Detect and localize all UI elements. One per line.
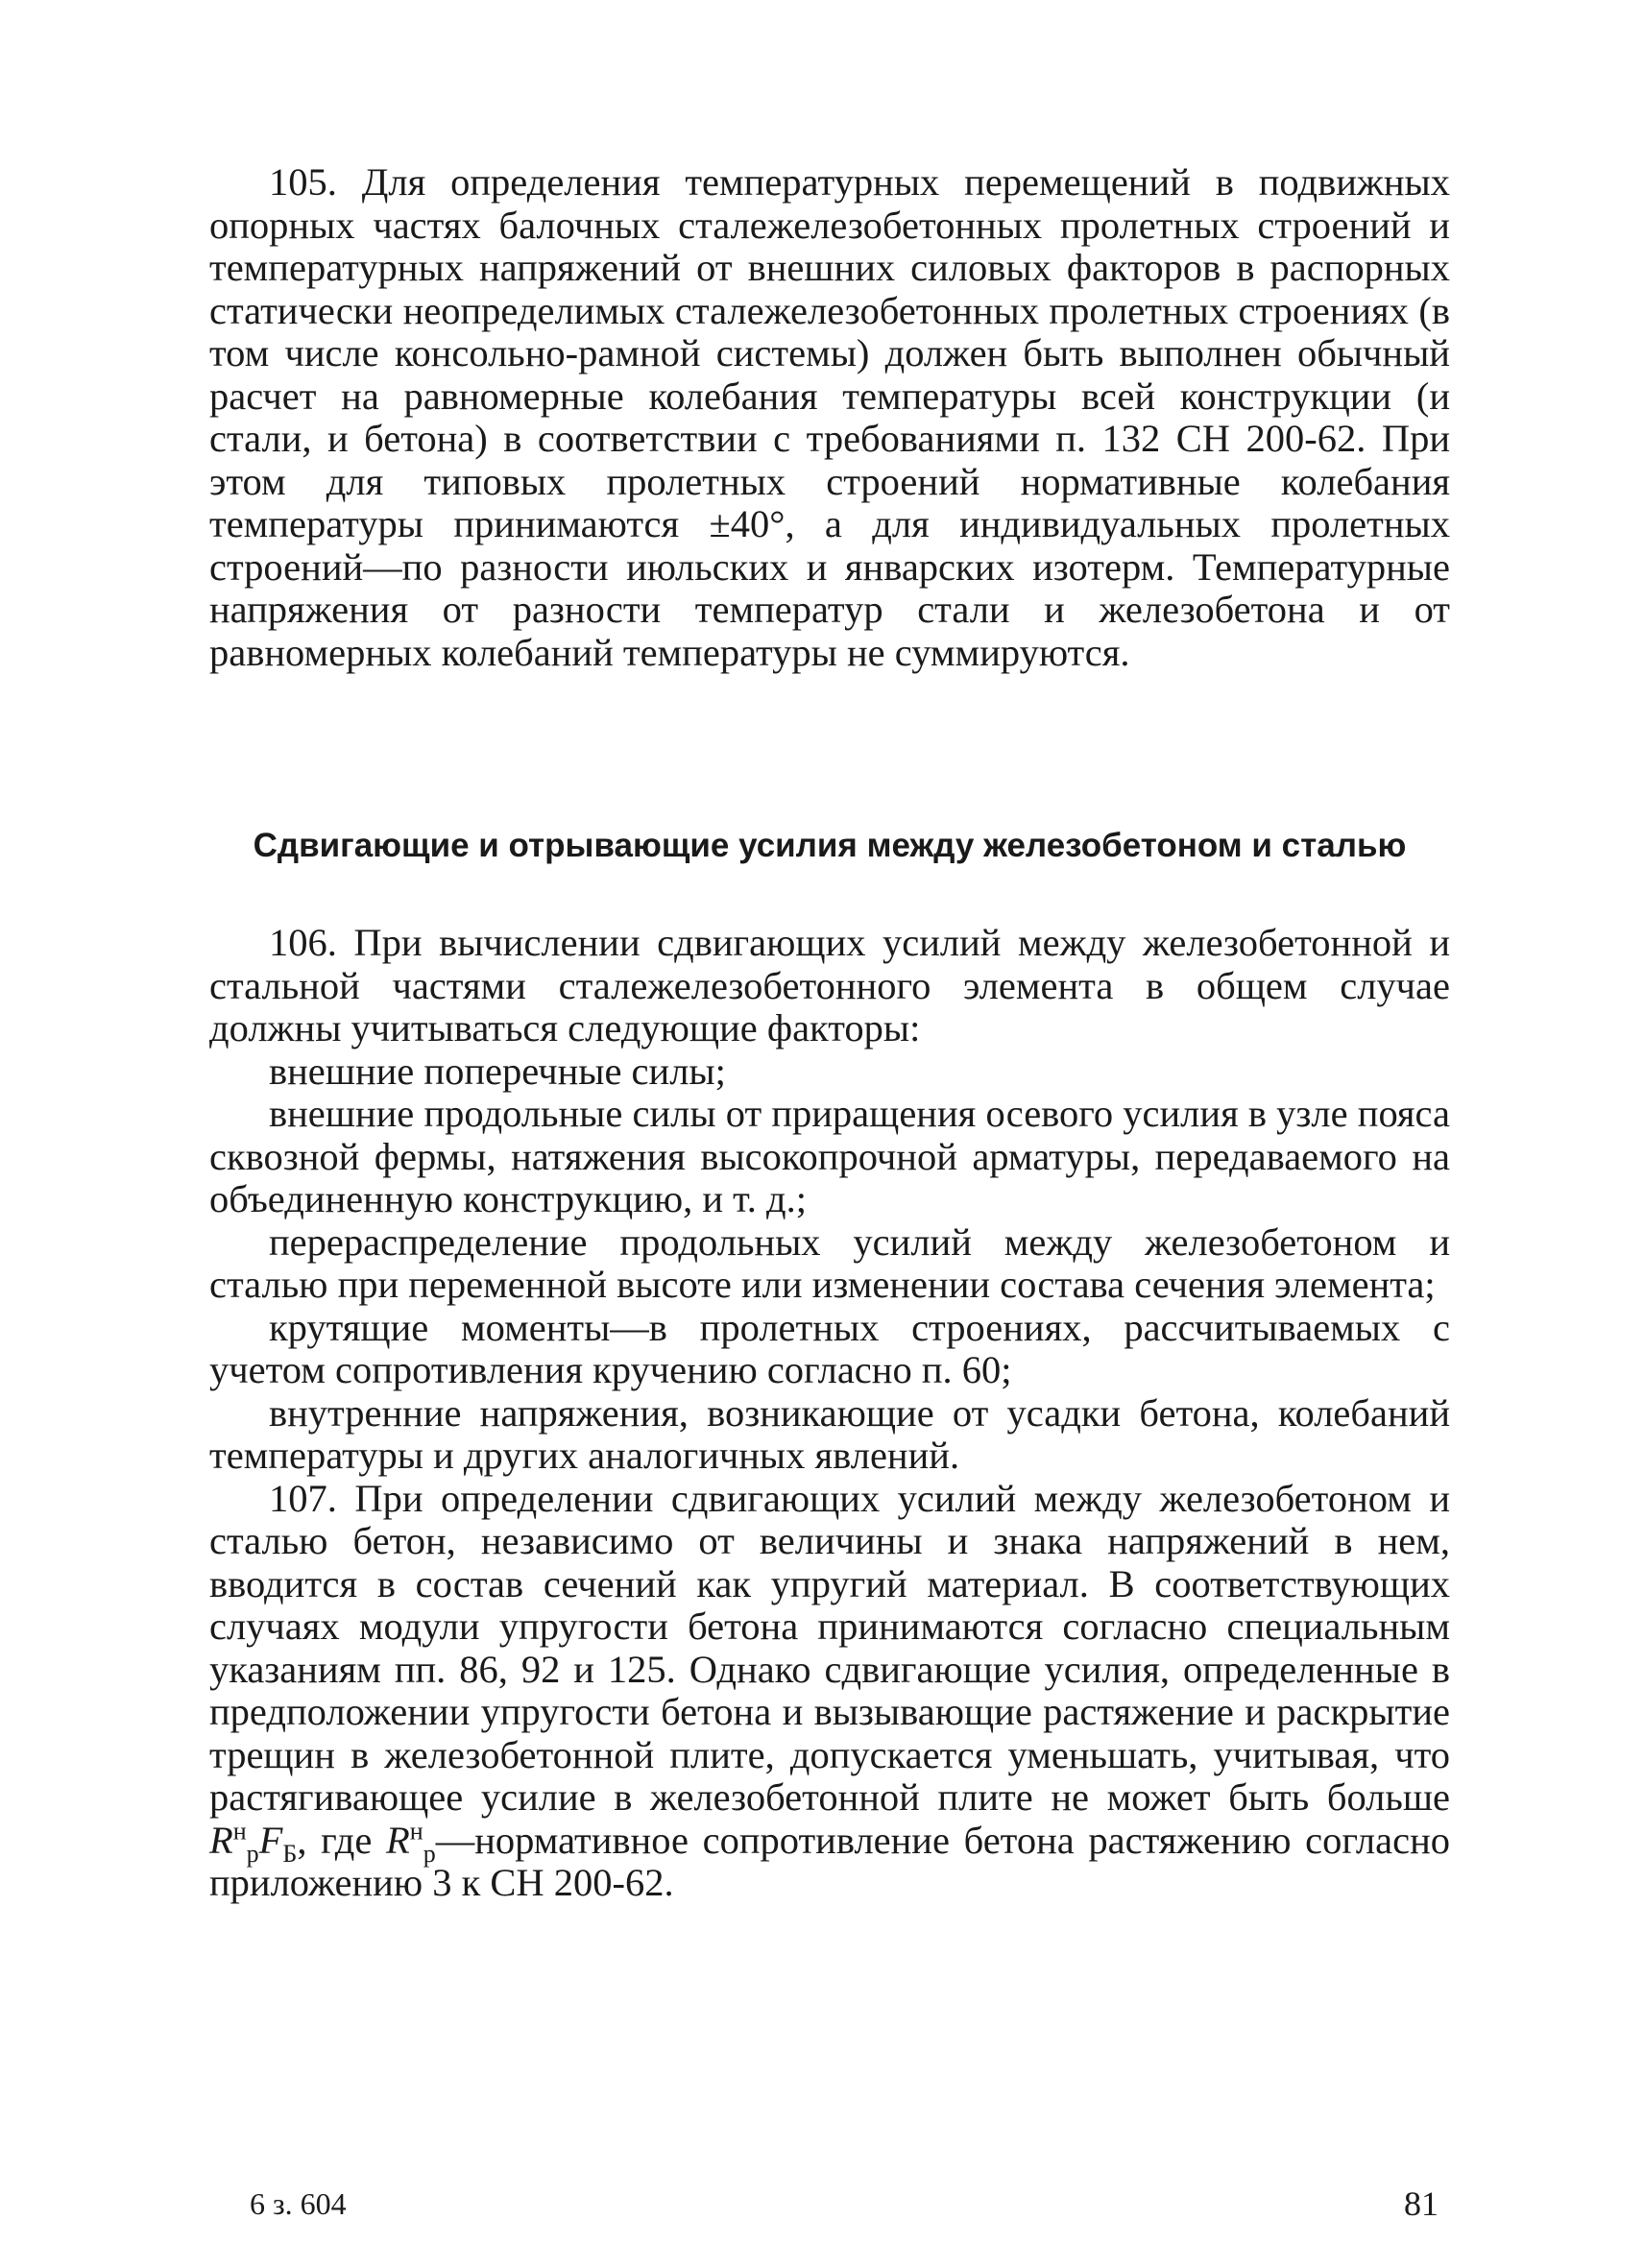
formula-r: R <box>209 1818 233 1862</box>
list-item-redistribution: перераспределение продольных усилий между железобетоном и сталью при переменной высоте или изменении состава сечения элемента; <box>209 1219 1450 1306</box>
formula-sub-p: р <box>246 1839 259 1868</box>
section-heading: Сдвигающие и отрывающие усилия между железобетоном и сталью <box>253 827 1407 864</box>
paragraph-106: 106. При вычислении сдвигающих усилий между железобетонной и стальной частями сталежелезобетонного элемента в общем случае должны учитываться следующие факторы: <box>209 921 1450 1050</box>
formula-sup-n-2: н <box>409 1817 423 1845</box>
list-item-transverse-forces: внешние поперечные силы; <box>269 1049 726 1093</box>
paragraph-105: 105. Для определения температурных перемещений в подвижных опорных частях балочных сталежелезобетонных пролетных строений и температурных напряжений от внешних силовых факторов в распорных статически неопределимых сталежелезобетонных пролетных строениях (в том числе консольно-рамной системы) должен быть выполнен обычный расчет на равномерные колебания температуры всей конструкции (и стали, и бетона) в соответствии с требованиями п. 132 СН 200-62. При этом для типовых пролетных строений нормативные колебания температуры принимаются ±40°, а для индивидуальных пролетных строений—по разности июльских и январских изотерм. Температурные напряжения от разности температур стали и железобетона и от равномерных колебаний температуры не суммируются. <box>209 160 1450 674</box>
list-item-longitudinal-forces: внешние продольные силы от приращения осевого усилия в узле пояса сквозной фермы, натяжения высокопрочной арматуры, передаваемого на объединенную конструкцию, и т. д.; <box>209 1092 1450 1220</box>
formula-sub-p-2: р <box>423 1839 436 1868</box>
footer-signature: 6 з. 604 <box>250 2186 347 2221</box>
formula-tail: —нормативное сопротивление бетона растяжению согласно приложению 3 к СН 200-62. <box>209 1818 1450 1904</box>
formula-sub-b: Б <box>282 1839 298 1868</box>
page-number: 81 <box>1404 2184 1438 2223</box>
paragraph-107 <box>209 1478 1450 1905</box>
list-item-torsion: крутящие моменты—в пролетных строениях, рассчитываемых с учетом сопротивления кручению согласно п. 60; <box>209 1305 1450 1391</box>
paragraph-block-106-107 <box>209 922 1450 1905</box>
formula-where: , где <box>297 1818 373 1862</box>
paragraph-107-text: 107. При определении сдвигающих усилий между железобетоном и сталью бетон, независимо от величины и знака напряжений в нем, вводится в состав сечений как упругий материал. В соответствующих случаях модули упругости бетона принимаются согласно специальным указаниям пп. 86, 92 и 125. Однако сдвигающие усилия, определенные в предположении упругости бетона и вызывающие растяжение и раскрытие трещин в железобетонной плите, допускается уменьшать, учитывая, что растягивающее усилие в железобетонной плите не может быть больше <box>209 1476 1450 1819</box>
formula-sup-n: н <box>232 1817 247 1845</box>
paragraph-block-105 <box>209 161 1450 674</box>
formula-f: F <box>258 1818 283 1862</box>
formula-r-2: R <box>386 1818 410 1862</box>
list-item-internal-stresses: внутренние напряжения, возникающие от усадки бетона, колебаний температуры и других аналогичных явлений. <box>209 1390 1450 1477</box>
